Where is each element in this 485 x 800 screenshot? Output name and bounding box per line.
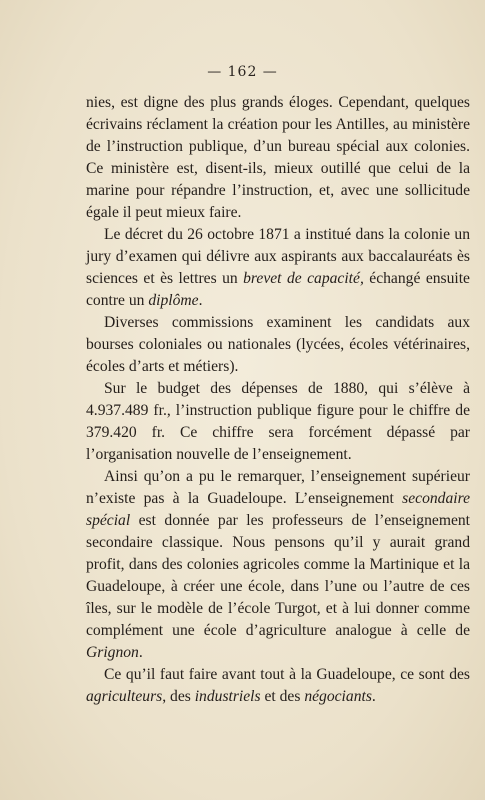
italic-run: diplôme xyxy=(148,292,199,309)
text-run: Ce qu’il faut faire avant tout à la Guadeloupe, ce sont des xyxy=(104,666,470,683)
text-run: . xyxy=(138,644,143,661)
italic-run: Grignon xyxy=(86,644,139,661)
body-text xyxy=(86,92,470,708)
paragraph xyxy=(86,378,470,466)
paragraph xyxy=(86,466,470,664)
text-run: et des xyxy=(260,688,305,705)
text-run: Diverses commissions examinent les candidats aux bourses coloniales ou nationales (lycées, écoles vétérinaires, écoles d’arts et métiers). xyxy=(86,314,470,375)
text-run: Ainsi qu’on a pu le remarquer, l’enseignement supérieur n’existe pas à la Guadeloupe. L’enseignement xyxy=(86,468,470,507)
text-run: . xyxy=(198,292,203,309)
text-run: nies, est digne des plus grands éloges. Cependant, quelques écrivains réclament la création pour les Antilles, au ministère de l’instruction publique, d’un bureau spécial aux colonies. Ce ministère est, disent-ils, mieux outillé que celui de la marine pour répandre l’instruction, et, avec une sollicitude égale il peut mieux faire. xyxy=(86,94,470,221)
italic-run: industriels xyxy=(194,688,261,705)
paragraph xyxy=(86,312,470,378)
paragraph xyxy=(86,92,470,224)
paragraph xyxy=(86,224,470,312)
italic-run: agriculteurs xyxy=(86,688,163,705)
text-run: Le décret du 26 octobre 1871 a institué dans la colonie un jury d’examen qui délivre aux aspirants aux baccalauréats ès sciences et ès lettres un xyxy=(86,226,470,287)
italic-run: secondaire spécial xyxy=(86,490,470,529)
text-run: , des xyxy=(162,688,195,705)
text-run: échangé ensuite contre un xyxy=(86,270,470,309)
text-run: Sur le budget des dépenses de 1880, qui s’élève à 4.937.489 fr., l’instruction publique figure pour le chiffre de 379.420 fr. Ce chiffre sera forcément dépassé par l’organisation nouvelle de l’enseignement. xyxy=(86,380,470,463)
paragraph xyxy=(86,664,470,708)
italic-run: brevet de capacité, xyxy=(243,270,364,287)
page-number: — 162 — xyxy=(207,64,278,80)
text-run: . xyxy=(371,688,376,705)
text-run: est donnée par les professeurs de l’enseignement secondaire classique. Nous pensons qu’il y aurait grand profit, dans des colonies agricoles comme la Martinique et la Guadeloupe, à créer une école, dans l’une ou l’autre de ces îles, sur le modèle de l’école Turgot, et à lui donner comme complément une école d’agriculture analogue à celle de xyxy=(86,512,470,639)
italic-run: négociants xyxy=(304,688,372,705)
